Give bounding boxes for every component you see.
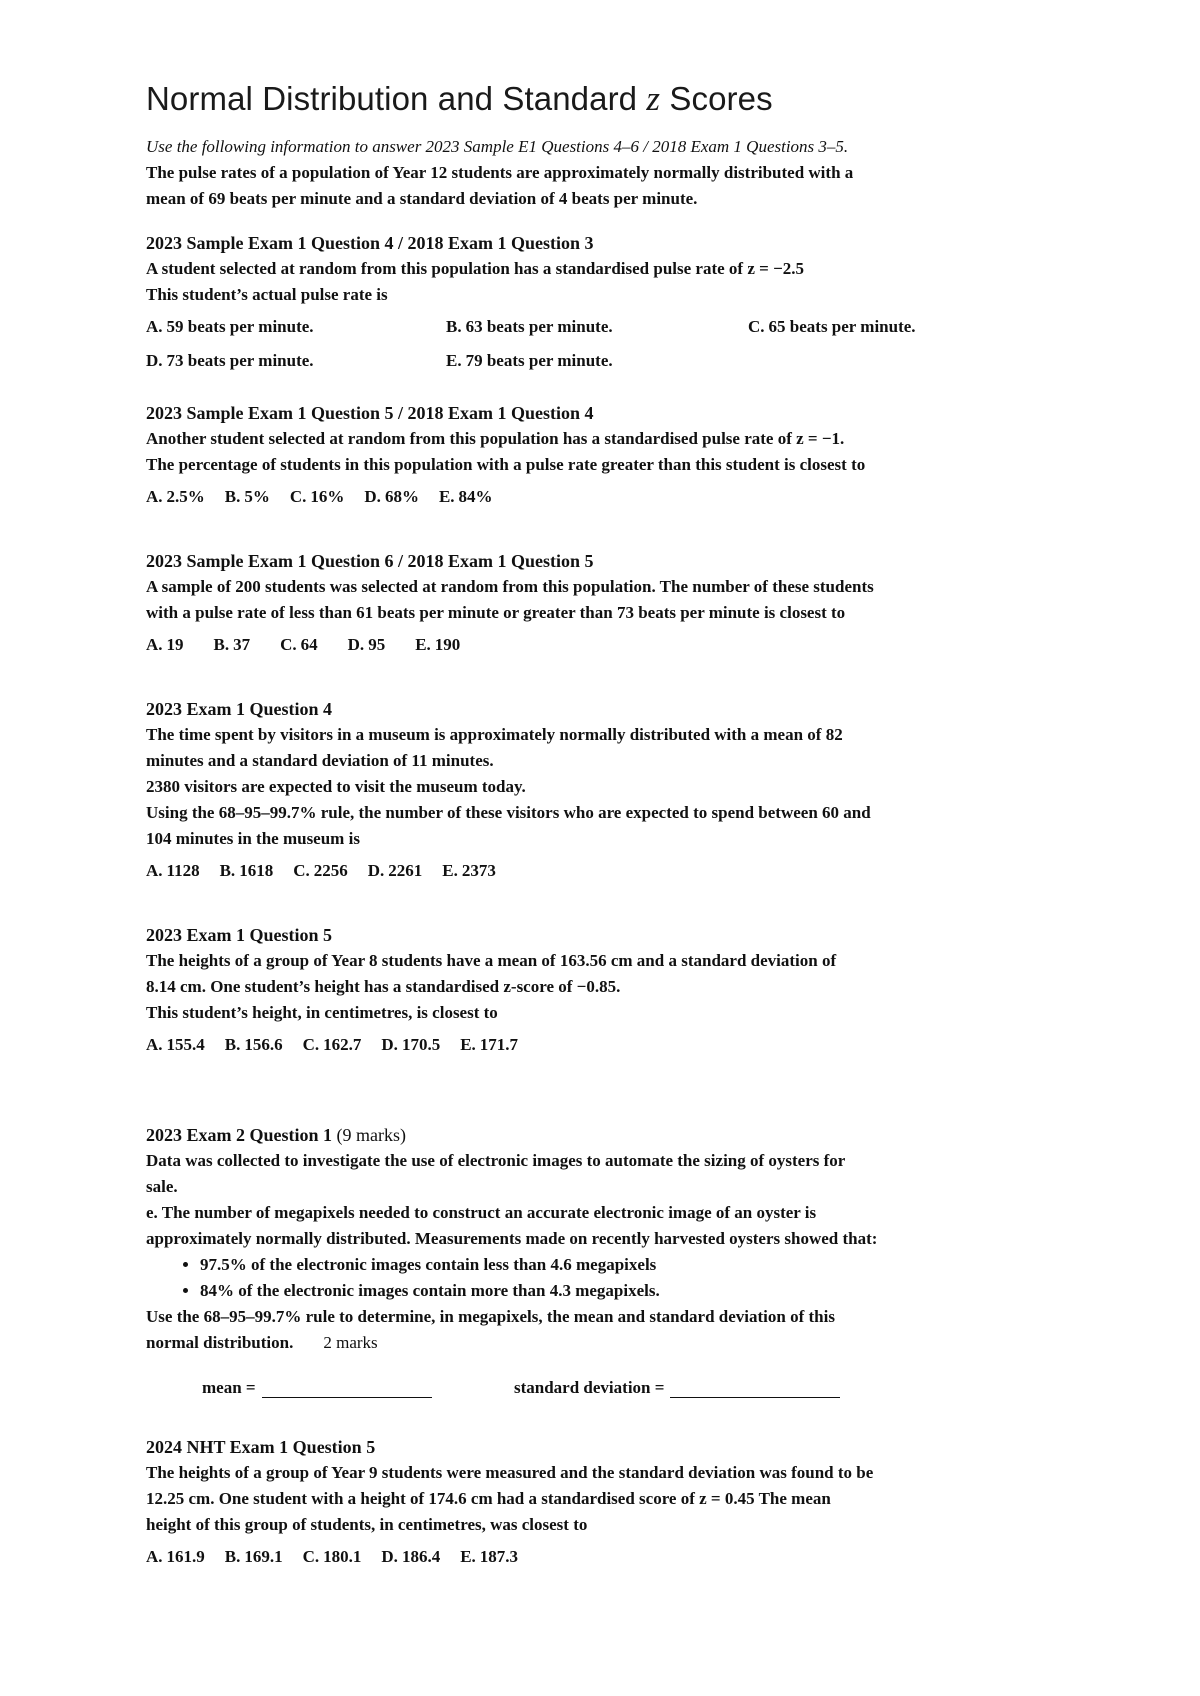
- question-2: [146, 400, 1126, 510]
- option-c[interactable]: C. 2256: [293, 861, 348, 880]
- question-5-line-1: The heights of a group of Year 8 students have a mean of 163.56 cm and a standard deviation of: [146, 951, 837, 970]
- question-3-line-1: A sample of 200 students was selected at random from this population. The number of these students: [146, 577, 874, 596]
- question-5-line-2: 8.14 cm. One student’s height has a standardised z-score of −0.85.: [146, 977, 621, 996]
- question-6-line-3: e. The number of megapixels needed to construct an accurate electronic image of an oyster is: [146, 1203, 817, 1222]
- document-page: [146, 76, 1126, 1566]
- question-7-heading: 2024 NHT Exam 1 Question 5: [146, 1437, 376, 1457]
- mean-blank: [262, 1379, 432, 1398]
- option-e[interactable]: E. 2373: [442, 861, 496, 880]
- question-2-line-1: Another student selected at random from this population has a standardised pulse rate of z = −1.: [146, 429, 845, 448]
- option-d[interactable]: D. 68%: [364, 487, 419, 506]
- question-4-line-2: minutes and a standard deviation of 11 minutes.: [146, 751, 494, 770]
- option-d[interactable]: D. 2261: [367, 861, 423, 880]
- question-7-line-1: The heights of a group of Year 9 students were measured and the standard deviation was found to be: [146, 1463, 874, 1482]
- option-e[interactable]: E. 79 beats per minute.: [446, 351, 613, 370]
- page-title: [146, 76, 1126, 122]
- bullet-item: • 84% of the electronic images contain more than 4.3 megapixels.: [200, 1278, 1126, 1304]
- option-d[interactable]: D. 73 beats per minute.: [146, 351, 314, 370]
- option-c[interactable]: C. 180.1: [302, 1547, 362, 1566]
- question-1-heading: 2023 Sample Exam 1 Question 4 / 2018 Exam 1 Question 3: [146, 233, 594, 253]
- question-2-options: [146, 484, 1126, 510]
- option-a[interactable]: A. 2.5%: [146, 487, 205, 506]
- question-6-marks-total: (9 marks): [332, 1125, 406, 1145]
- option-a[interactable]: A. 59 beats per minute.: [146, 317, 314, 336]
- bullet-item: • 97.5% of the electronic images contain less than 4.6 megapixels: [200, 1252, 1126, 1278]
- question-4-line-5: 104 minutes in the museum is: [146, 829, 360, 848]
- question-7-options: [146, 1544, 1126, 1570]
- question-4-line-1: The time spent by visitors in a museum is approximately normally distributed with a mean of 82: [146, 725, 843, 744]
- option-d[interactable]: D. 170.5: [381, 1035, 441, 1054]
- question-3-options: [146, 632, 1126, 658]
- question-2-line-2: The percentage of students in this population with a pulse rate greater than this student is closest to: [146, 455, 866, 474]
- question-5: [146, 922, 1126, 1058]
- option-e[interactable]: E. 190: [415, 635, 461, 654]
- option-b[interactable]: B. 156.6: [224, 1035, 283, 1054]
- question-6-line-4: approximately normally distributed. Measurements made on recently harvested oysters showed that:: [146, 1229, 878, 1248]
- question-4-heading: 2023 Exam 1 Question 4: [146, 699, 333, 719]
- question-6: [146, 1122, 1126, 1398]
- intro-line-1: The pulse rates of a population of Year 12 students are approximately normally distributed with a: [146, 163, 854, 182]
- question-1: [146, 230, 1126, 374]
- question-6-line-5: Use the 68–95–99.7% rule to determine, in megapixels, the mean and standard deviation of this: [146, 1307, 835, 1326]
- question-2-heading: 2023 Sample Exam 1 Question 5 / 2018 Exam 1 Question 4: [146, 403, 594, 423]
- sd-blank: [670, 1379, 840, 1398]
- intro-italic: Use the following information to answer 2023 Sample E1 Questions 4–6 / 2018 Exam 1 Questions 3–5.: [146, 137, 849, 156]
- option-c[interactable]: C. 16%: [289, 487, 345, 506]
- option-a[interactable]: A. 1128: [146, 861, 200, 880]
- option-b[interactable]: B. 169.1: [224, 1547, 283, 1566]
- option-a[interactable]: A. 161.9: [146, 1547, 205, 1566]
- question-4-options: [146, 858, 1126, 884]
- mean-answer[interactable]: mean =: [202, 1378, 514, 1398]
- question-6-line-6: normal distribution. 2 marks: [146, 1333, 378, 1352]
- question-3: [146, 548, 1126, 658]
- option-e[interactable]: E. 187.3: [460, 1547, 519, 1566]
- option-c[interactable]: C. 65 beats per minute.: [748, 317, 916, 336]
- option-e[interactable]: E. 171.7: [460, 1035, 519, 1054]
- question-3-heading: 2023 Sample Exam 1 Question 6 / 2018 Exam 1 Question 5: [146, 551, 594, 571]
- option-b[interactable]: B. 5%: [224, 487, 270, 506]
- question-4-line-4: Using the 68–95–99.7% rule, the number of these visitors who are expected to spend between 60 and: [146, 803, 871, 822]
- question-6-heading: 2023 Exam 2 Question 1 (9 marks): [146, 1125, 406, 1145]
- question-7-line-2: 12.25 cm. One student with a height of 174.6 cm had a standardised score of z = 0.45 The mean: [146, 1489, 831, 1508]
- question-7: [146, 1434, 1126, 1570]
- question-4: [146, 696, 1126, 884]
- question-6-bullets: [146, 1252, 1126, 1304]
- question-6-answer-row: [202, 1378, 1126, 1398]
- option-a[interactable]: A. 155.4: [146, 1035, 205, 1054]
- option-a[interactable]: A. 19: [146, 635, 184, 654]
- option-e[interactable]: E. 84%: [438, 487, 493, 506]
- question-6-line-1: Data was collected to investigate the use of electronic images to automate the sizing of oysters for: [146, 1151, 846, 1170]
- question-1-line-2: This student’s actual pulse rate is: [146, 285, 388, 304]
- option-c[interactable]: C. 64: [280, 635, 318, 654]
- sd-answer[interactable]: standard deviation =: [514, 1378, 840, 1398]
- question-4-line-3: 2380 visitors are expected to visit the museum today.: [146, 777, 526, 796]
- question-1-options: [146, 314, 1126, 374]
- intro-block: [146, 134, 1126, 212]
- question-6-line-2: sale.: [146, 1177, 178, 1196]
- question-5-line-3: This student’s height, in centimetres, is closest to: [146, 1003, 498, 1022]
- option-d[interactable]: D. 186.4: [381, 1547, 441, 1566]
- title-main: Normal Distribution and Standard: [146, 80, 647, 117]
- option-b[interactable]: B. 1618: [219, 861, 274, 880]
- question-7-line-3: height of this group of students, in centimetres, was closest to: [146, 1515, 588, 1534]
- title-z: z: [646, 79, 661, 118]
- question-5-heading: 2023 Exam 1 Question 5: [146, 925, 333, 945]
- option-c[interactable]: C. 162.7: [302, 1035, 362, 1054]
- question-5-options: [146, 1032, 1126, 1058]
- intro-line-2: mean of 69 beats per minute and a standard deviation of 4 beats per minute.: [146, 189, 698, 208]
- option-b[interactable]: B. 63 beats per minute.: [446, 317, 613, 336]
- question-3-line-2: with a pulse rate of less than 61 beats per minute or greater than 73 beats per minute is closest to: [146, 603, 846, 622]
- question-1-line-1: A student selected at random from this population has a standardised pulse rate of z = −2.5: [146, 259, 805, 278]
- question-6-marks: 2 marks: [323, 1333, 378, 1352]
- option-d[interactable]: D. 95: [347, 635, 386, 654]
- option-b[interactable]: B. 37: [213, 635, 251, 654]
- title-suffix: Scores: [660, 80, 773, 117]
